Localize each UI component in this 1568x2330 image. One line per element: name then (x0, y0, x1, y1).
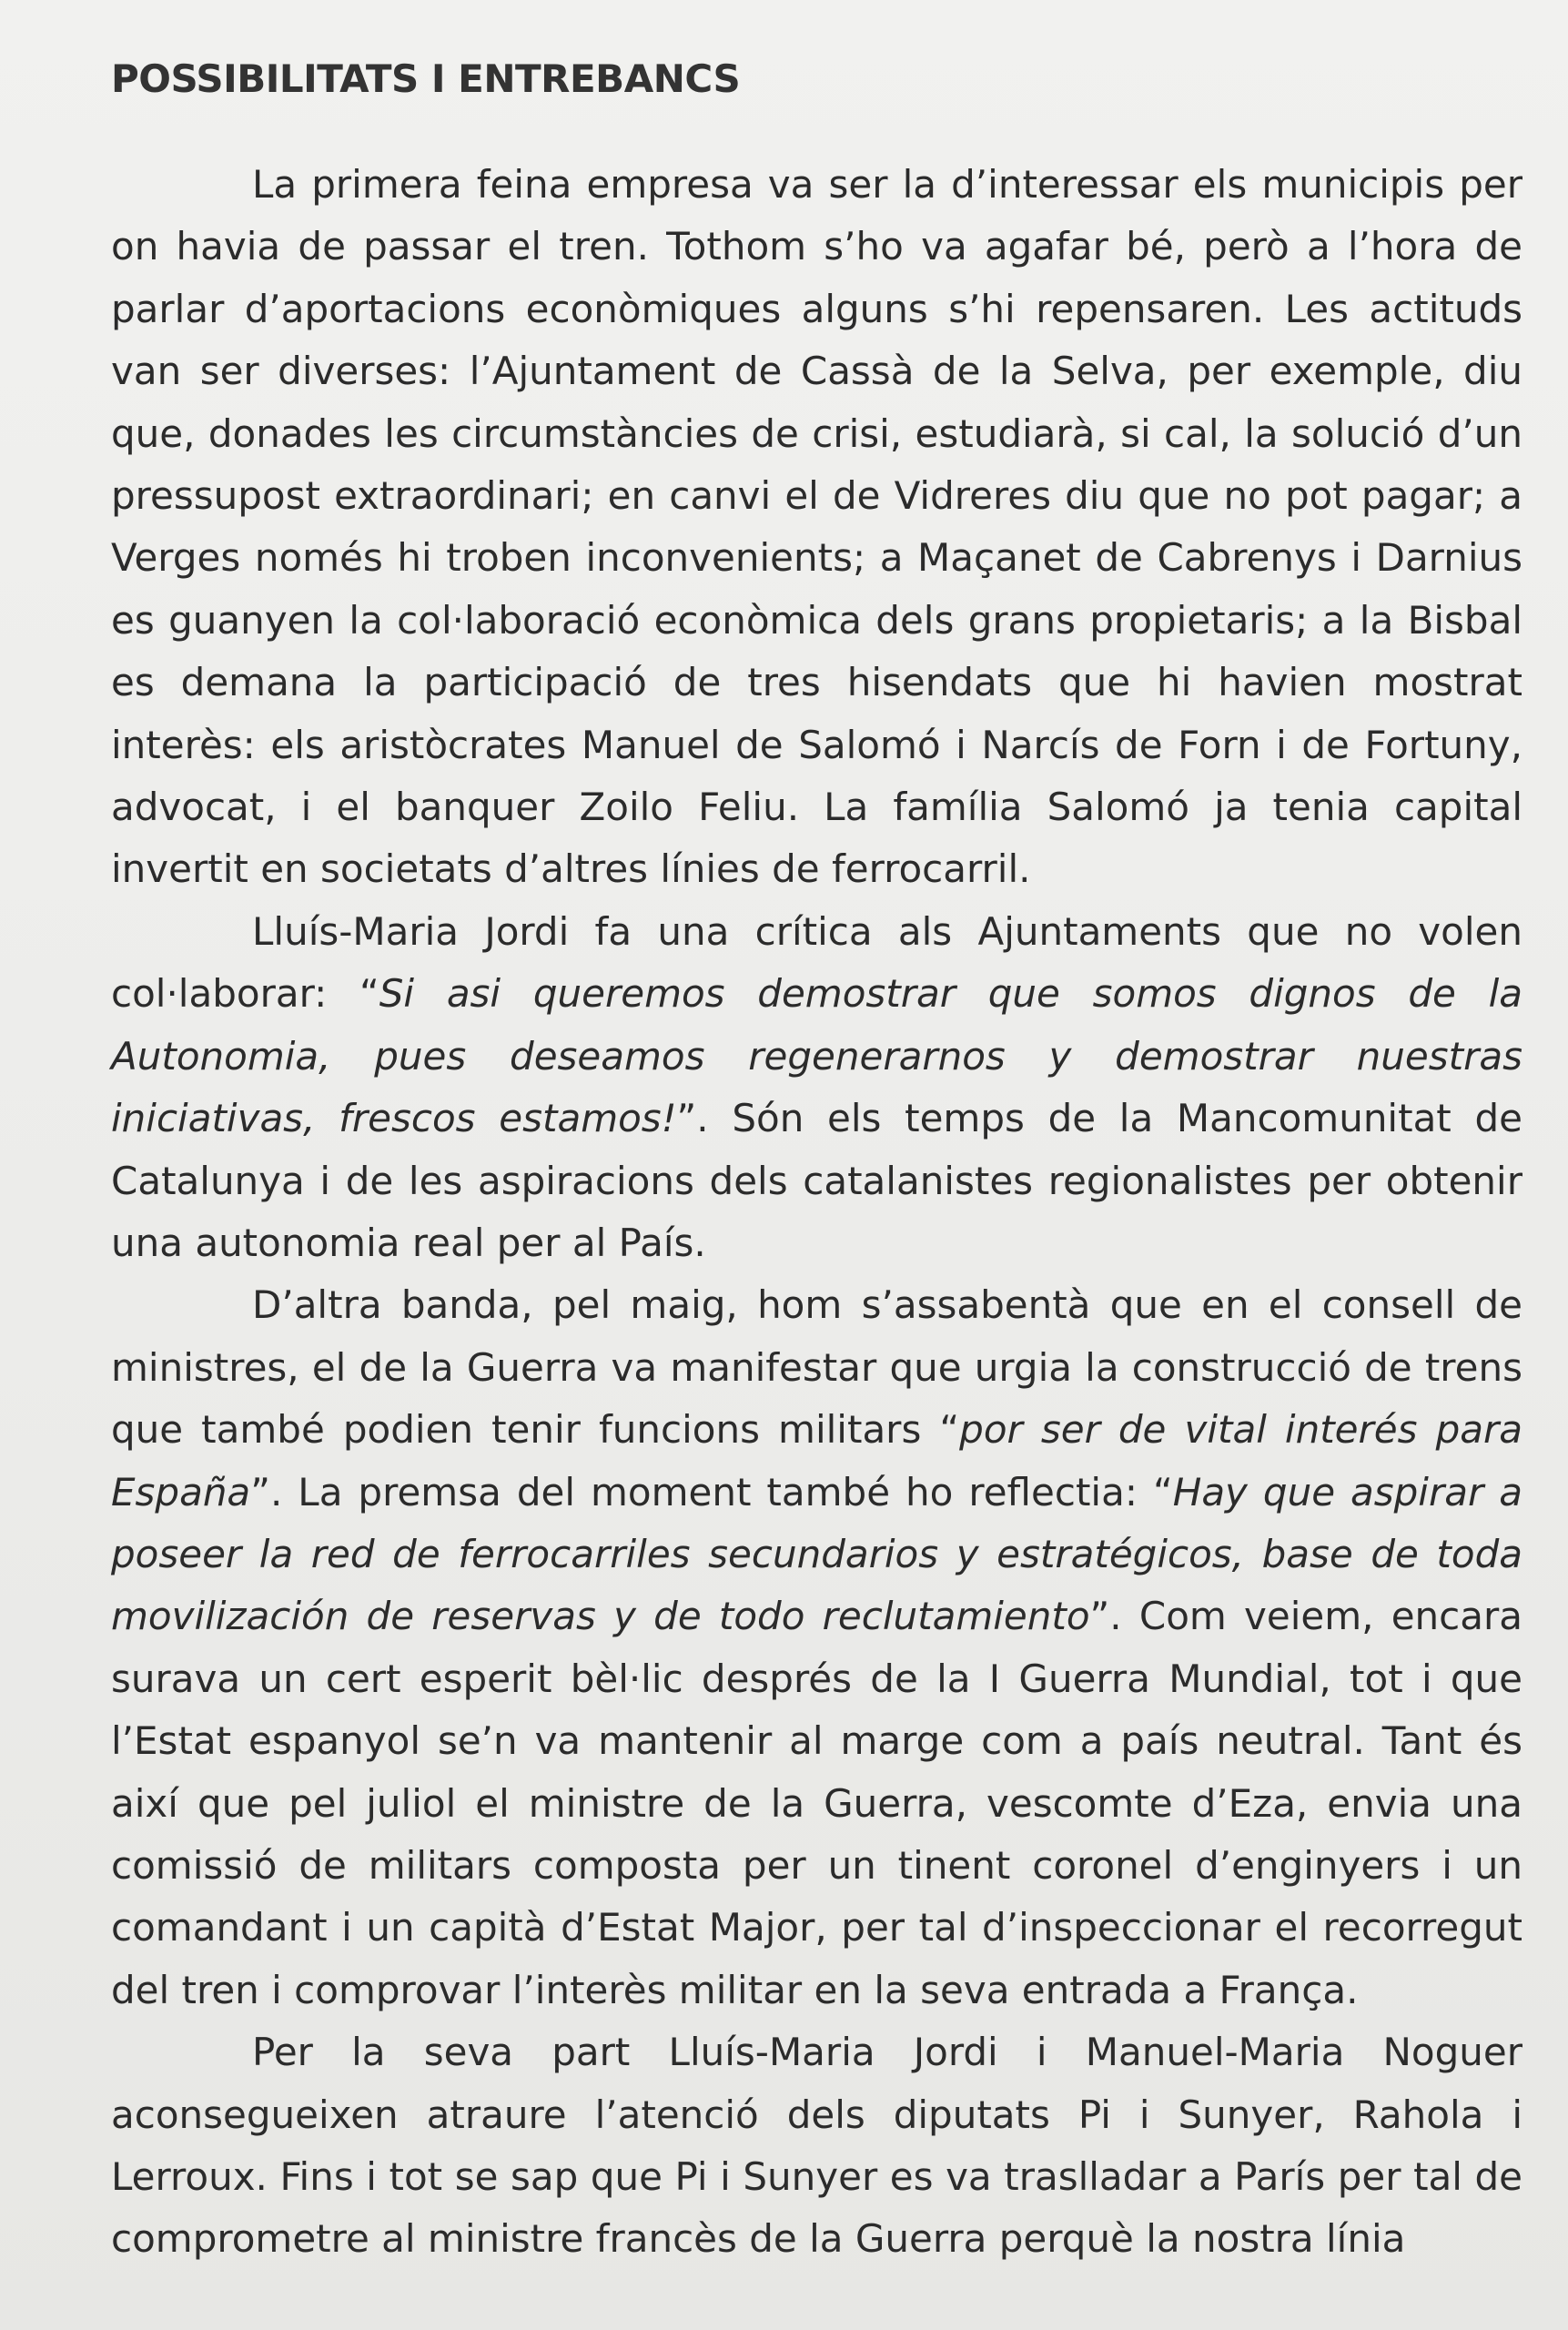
paragraph-text: Per la seva part Lluís-Maria Jordi i Manuel-Maria Noguer aconsegueixen atraure l’atenció dels diputats Pi i Sunyer, Rahola i Lerroux. Fins i tot se sap que Pi i Sunyer es va traslladar a París per tal de comprometre al ministre francès de la Guerra perquè la nostra línia (111, 2030, 1522, 2262)
paragraph-text: ”. Són els temps de la Mancomunitat de Catalunya i de les aspiracions dels catalanistes regionalistes per obtenir una autonomia real per al País. (111, 1096, 1522, 1265)
section-heading: POSSIBILITATS I ENTREBANCS (111, 56, 741, 101)
quote-text: Hay que aspirar a poseer la red de ferrocarriles secundarios y estratégicos, base de toda movilización de reservas y de todo reclutamiento (111, 1469, 1522, 1639)
paragraph-text: ”. La premsa del moment també ho reflectia: “ (250, 1469, 1173, 1514)
body-text (111, 154, 1522, 2271)
paragraph (111, 154, 1522, 901)
paragraph-text: D’altra banda, pel maig, hom s’assabentà que en el consell de ministres, el de la Guerra va manifestar que urgia la construcció de trens que també podien tenir funcions militars “ (111, 1282, 1522, 1453)
paragraph-text: Lluís-Maria Jordi fa una crítica als Ajuntaments que no volen col·laborar: “ (111, 908, 1522, 1017)
paragraph (111, 1274, 1522, 2021)
paragraph (111, 2021, 1522, 2271)
quote-text: Si asi queremos demostrar que somos dignos de la Autonomia, pues deseamos regenerarnos y demostrar nuestras iniciativas, frescos estamos! (111, 971, 1522, 1141)
paragraph-text: ”. Com veiem, encara surava un cert esperit bèl·lic després de la I Guerra Mundial, tot i que l’Estat espanyol se’n va mantenir al marge com a país neutral. Tant és així que pel juliol el ministre de la Guerra, vescomte d’Eza, envia una comissió de militars composta per un tinent coronel d’enginyers i un comandant i un capità d’Estat Major, per tal d’inspeccionar el recorregut del tren i comprovar l’interès militar en la seva entrada a França. (111, 1594, 1523, 2012)
paragraph (111, 901, 1522, 1274)
quote-text: por ser de vital interés para España (111, 1407, 1522, 1514)
paragraph-text: La primera feina empresa va ser la d’interessar els municipis per on havia de passar el tren. Tothom s’ho va agafar bé, però a l’hora de parlar d’aportacions econòmiques alguns s’hi repensaren. Les actituds van ser diverses: l’Ajuntament de Cassà de la Selva, per exemple, diu que, donades les circumstàncies de crisi, estudiarà, si cal, la solució d’un pressupost extraordinari; en canvi el de Vidreres diu que no pot pagar; a Verges només hi troben inconvenients; a Maçanet de Cabrenys i Darnius es guanyen la col·laboració econòmica dels grans propietaris; a la Bisbal es demana la participació de tres hisendats que hi havien mostrat interès: els aristòcrates Manuel de Salomó i Narcís de Forn i de Fortuny, advocat, i el banquer Zoilo Feliu. La família Salomó ja tenia capital invertit en societats d’altres línies de ferrocarril. (111, 162, 1522, 892)
